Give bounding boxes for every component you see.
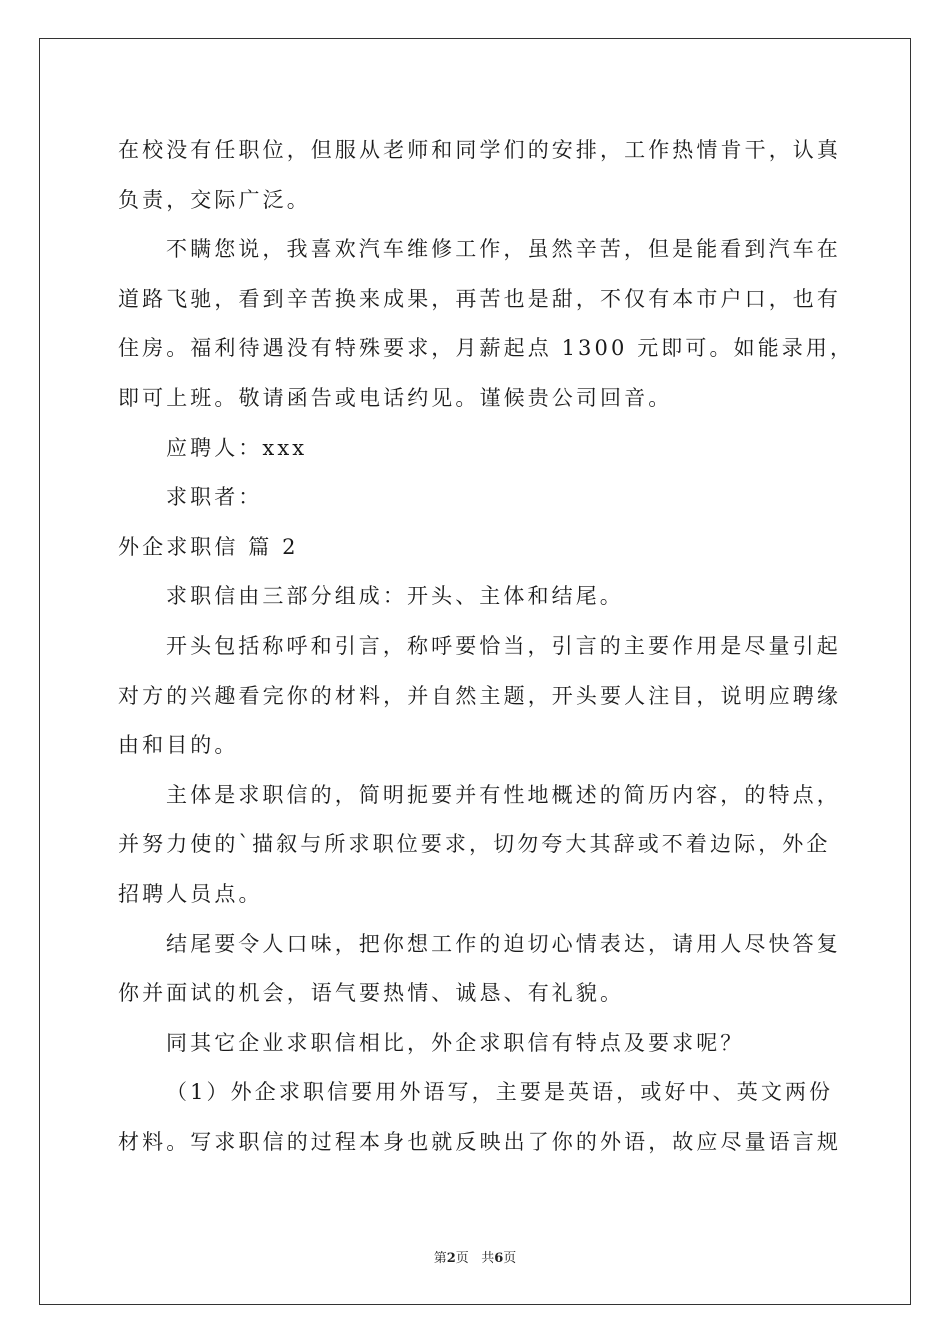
text-line: 由和目的。 <box>118 733 239 758</box>
page-prefix: 第 <box>433 1251 447 1266</box>
applicant-line: 应聘人：xxx <box>166 435 308 460</box>
text-line: 对方的兴趣看完你的材料，并自然主题，开头要人注目，说明应聘缘 <box>118 683 841 708</box>
text-line: 在校没有任职位，但服从老师和同学们的安排，工作热情肯干，认真 <box>118 138 841 162</box>
text-line: （1）外企求职信要用外语写，主要是英语，或好中、英文两份 <box>166 1080 834 1105</box>
text-line: 材料。写求职信的过程本身也就反映出了你的外语，故应尽量语言规 <box>118 1129 841 1154</box>
text-line: 求职信由三部分组成：开头、主体和结尾。 <box>166 584 624 609</box>
text-line: 招聘人员点。 <box>118 881 263 906</box>
text-line: 主体是求职信的，简明扼要并有性地概述的简历内容，的特点， <box>166 782 841 807</box>
text-line: 住房。福利待遇没有特殊要求，月薪起点 1300 元即可。如能录用， <box>118 336 855 361</box>
document-body <box>118 126 855 1167</box>
page-suffix: 页 <box>455 1251 469 1266</box>
text-line: 同其它企业求职信相比，外企求职信有特点及要求呢？ <box>166 1030 745 1055</box>
text-line: 道路飞驰，看到辛苦换来成果，再苦也是甜，不仅有本市户口，也有 <box>118 286 841 311</box>
text-line: 开头包括称呼和引言，称呼要恰当，引言的主要作用是尽量引起 <box>166 633 841 658</box>
text-line: 负责，交际广泛。 <box>118 187 311 212</box>
total-suffix: 页 <box>503 1251 517 1266</box>
total-prefix: 共 <box>481 1251 495 1266</box>
total-pages: 6 <box>494 1251 504 1266</box>
job-seeker-line: 求职者： <box>166 485 263 510</box>
page-number: 2 <box>446 1251 456 1266</box>
text-line: 你并面试的机会，语气要热情、诚恳、有礼貌。 <box>118 981 625 1006</box>
text-line: 即可上班。敬请函告或电话约见。谨候贵公司回音。 <box>118 385 673 410</box>
section-heading: 外企求职信 篇 2 <box>118 534 299 559</box>
page-footer <box>0 1247 950 1266</box>
text-line: 不瞒您说，我喜欢汽车维修工作，虽然辛苦，但是能看到汽车在 <box>166 237 841 262</box>
text-line: 并努力使的`描叙与所求职位要求，切勿夸大其辞或不着边际，外企 <box>118 832 831 857</box>
text-line: 结尾要令人口味，把你想工作的迫切心情表达，请用人尽快答复 <box>166 931 841 956</box>
